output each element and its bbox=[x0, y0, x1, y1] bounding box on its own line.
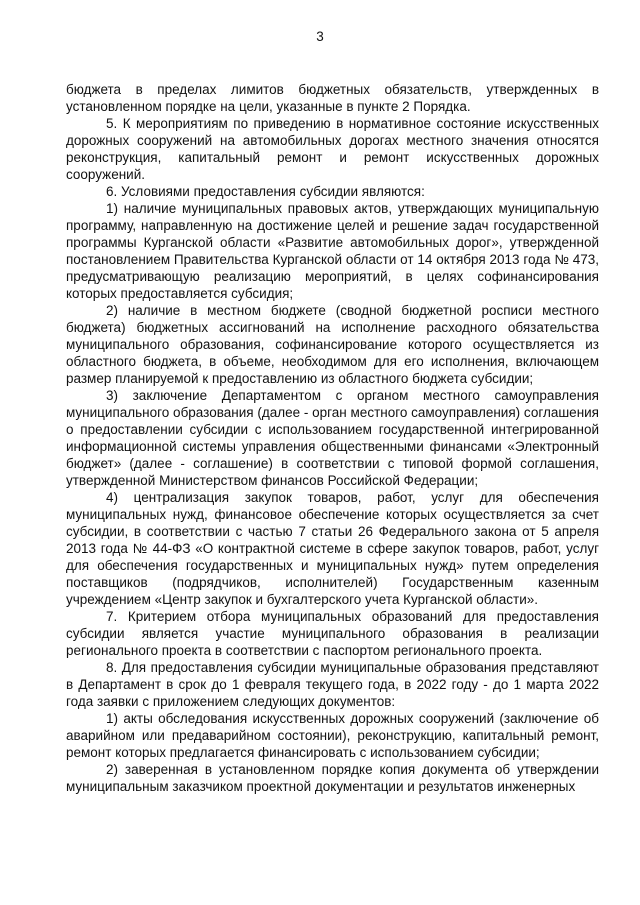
page-number: 3 bbox=[316, 29, 324, 44]
paragraph-item-6: 6. Условиями предоставления субсидии являются: bbox=[106, 184, 425, 199]
paragraph-document-2: 2) заверенная в установленном порядке копия документа об утверждении муниципальным заказчиком проектной документации и результатов инженерных bbox=[66, 762, 599, 794]
paragraph-item-5: 5. К мероприятиям по приведению в нормативное состояние искусственных дорожных сооружений на автомобильных дорогах местного значения относятся реконструкция, капитальный ремонт и ремонт искусственных дорожных сооружений. bbox=[66, 116, 599, 182]
paragraph-item-8: 8. Для предоставления субсидии муниципальные образования представляют в Департамент в срок до 1 февраля текущего года, в 2022 году - до 1 марта 2022 года заявки с приложением следующих документов: bbox=[66, 660, 599, 709]
paragraph-condition-4: 4) централизация закупок товаров, работ, услуг для обеспечения муниципальных нужд, финансовое обеспечение которых осуществляется за счет субсидии, в соответствии с частью 7 статьи 26 Федерального закона от 5 апреля 2013 года № 44-ФЗ «О контрактной системе в сфере закупок товаров, работ, услуг для обеспечения государственных и муниципальных нужд» путем определения поставщиков (подрядчиков, исполнителей) Государственным казенным учреждением «Центр закупок и бухгалтерского учета Курганской области». bbox=[66, 490, 599, 607]
paragraph-condition-2: 2) наличие в местном бюджете (сводной бюджетной росписи местного бюджета) бюджетных ассигнований на исполнение расходного обязательства муниципального образования, софинансирование которого осуществляется из областного бюджета, в объеме, необходимом для его исполнения, включающем размер планируемой к предоставлению из областного бюджета субсидии; bbox=[66, 303, 599, 386]
document-body bbox=[66, 81, 599, 795]
paragraph-condition-1: 1) наличие муниципальных правовых актов, утверждающих муниципальную программу, направленную на достижение целей и решение задач государственной программы Курганской области «Развитие автомобильных дорог», утвержденной постановлением Правительства Курганской области от 14 октября 2013 года № 473, предусматривающую реализацию мероприятий, в целях софинансирования которых предоставляется субсидия; bbox=[66, 201, 599, 301]
paragraph-item-7: 7. Критерием отбора муниципальных образований для предоставления субсидии является участие муниципального образования в реализации регионального проекта в соответствии с паспортом регионального проекта. bbox=[66, 609, 599, 658]
paragraph-continuation: бюджета в пределах лимитов бюджетных обязательств, утвержденных в установленном порядке на цели, указанные в пункте 2 Порядка. bbox=[66, 82, 599, 114]
paragraph-condition-3: 3) заключение Департаментом с органом местного самоуправления муниципального образования (далее - орган местного самоуправления) соглашения о предоставлении субсидии с использованием государственной интегрированной информационной системы управления общественными финансами «Электронный бюджет» (далее - соглашение) в соответствии с типовой формой соглашения, утвержденной Министерством финансов Российской Федерации; bbox=[66, 388, 599, 488]
paragraph-document-1: 1) акты обследования искусственных дорожных сооружений (заключение об аварийном или предаварийном состоянии), реконструкцию, капитальный ремонт, ремонт которых предлагается финансировать с использованием субсидии; bbox=[66, 711, 599, 760]
